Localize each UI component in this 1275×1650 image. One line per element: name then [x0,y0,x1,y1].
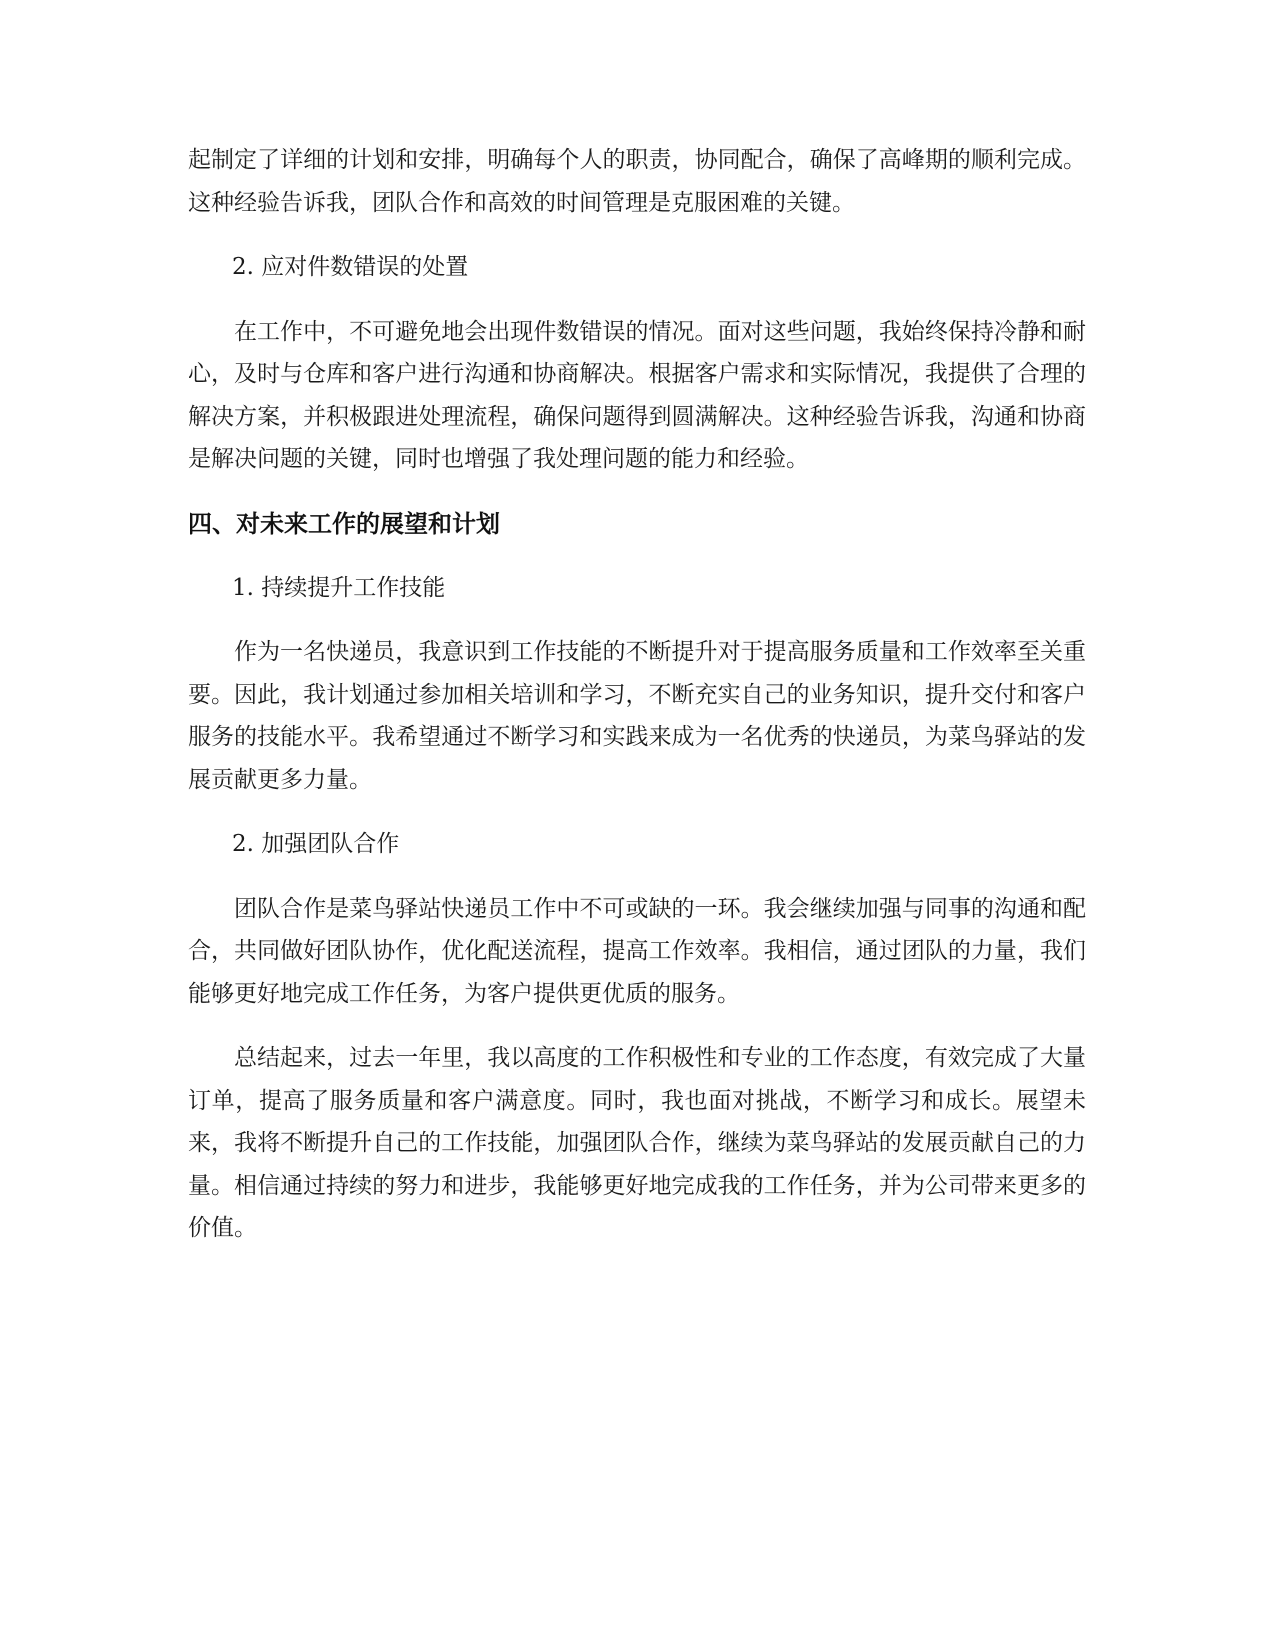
paragraph-teamwork: 团队合作是菜鸟驿站快递员工作中不可或缺的一环。我会继续加强与同事的沟通和配合，共同做好团队协作，优化配送流程，提高工作效率。我相信，通过团队的力量，我们能够更好地完成工作任务，为客户提供更优质的服务。 [188,895,1086,1007]
paragraph-summary: 总结起来，过去一年里，我以高度的工作积极性和专业的工作态度，有效完成了大量订单，提高了服务质量和客户满意度。同时，我也面对挑战，不断学习和成长。展望未来，我将不断提升自己的工作技能，加强团队合作，继续为菜鸟驿站的发展贡献自己的力量。相信通过持续的努力和进步，我能够更好地完成我的工作任务，并为公司带来更多的价值。 [188,1045,1086,1241]
section-heading-future-plans: 四、对未来工作的展望和计划 [188,509,500,538]
paragraph-continuation: 起制定了详细的计划和安排，明确每个人的职责，协同配合，确保了高峰期的顺利完成。这种经验告诉我，团队合作和高效的时间管理是克服困难的关键。 [188,147,1086,216]
subheading-teamwork: 2. 加强团队合作 [232,831,400,857]
paragraph-error-handling: 在工作中，不可避免地会出现件数错误的情况。面对这些问题，我始终保持冷静和耐心，及时与仓库和客户进行沟通和协商解决。根据客户需求和实际情况，我提供了合理的解决方案，并积极跟进处理流程，确保问题得到圆满解决。这种经验告诉我，沟通和协商是解决问题的关键，同时也增强了我处理问题的能力和经验。 [188,318,1086,472]
paragraph-improve-skills: 作为一名快递员，我意识到工作技能的不断提升对于提高服务质量和工作效率至关重要。因此，我计划通过参加相关培训和学习，不断充实自己的业务知识，提升交付和客户服务的技能水平。我希望通过不断学习和实践来成为一名优秀的快递员，为菜鸟驿站的发展贡献更多力量。 [188,639,1086,793]
subheading-improve-skills: 1. 持续提升工作技能 [232,574,446,601]
document-body [188,139,1086,1272]
subheading-error-handling: 2. 应对件数错误的处置 [232,254,469,280]
